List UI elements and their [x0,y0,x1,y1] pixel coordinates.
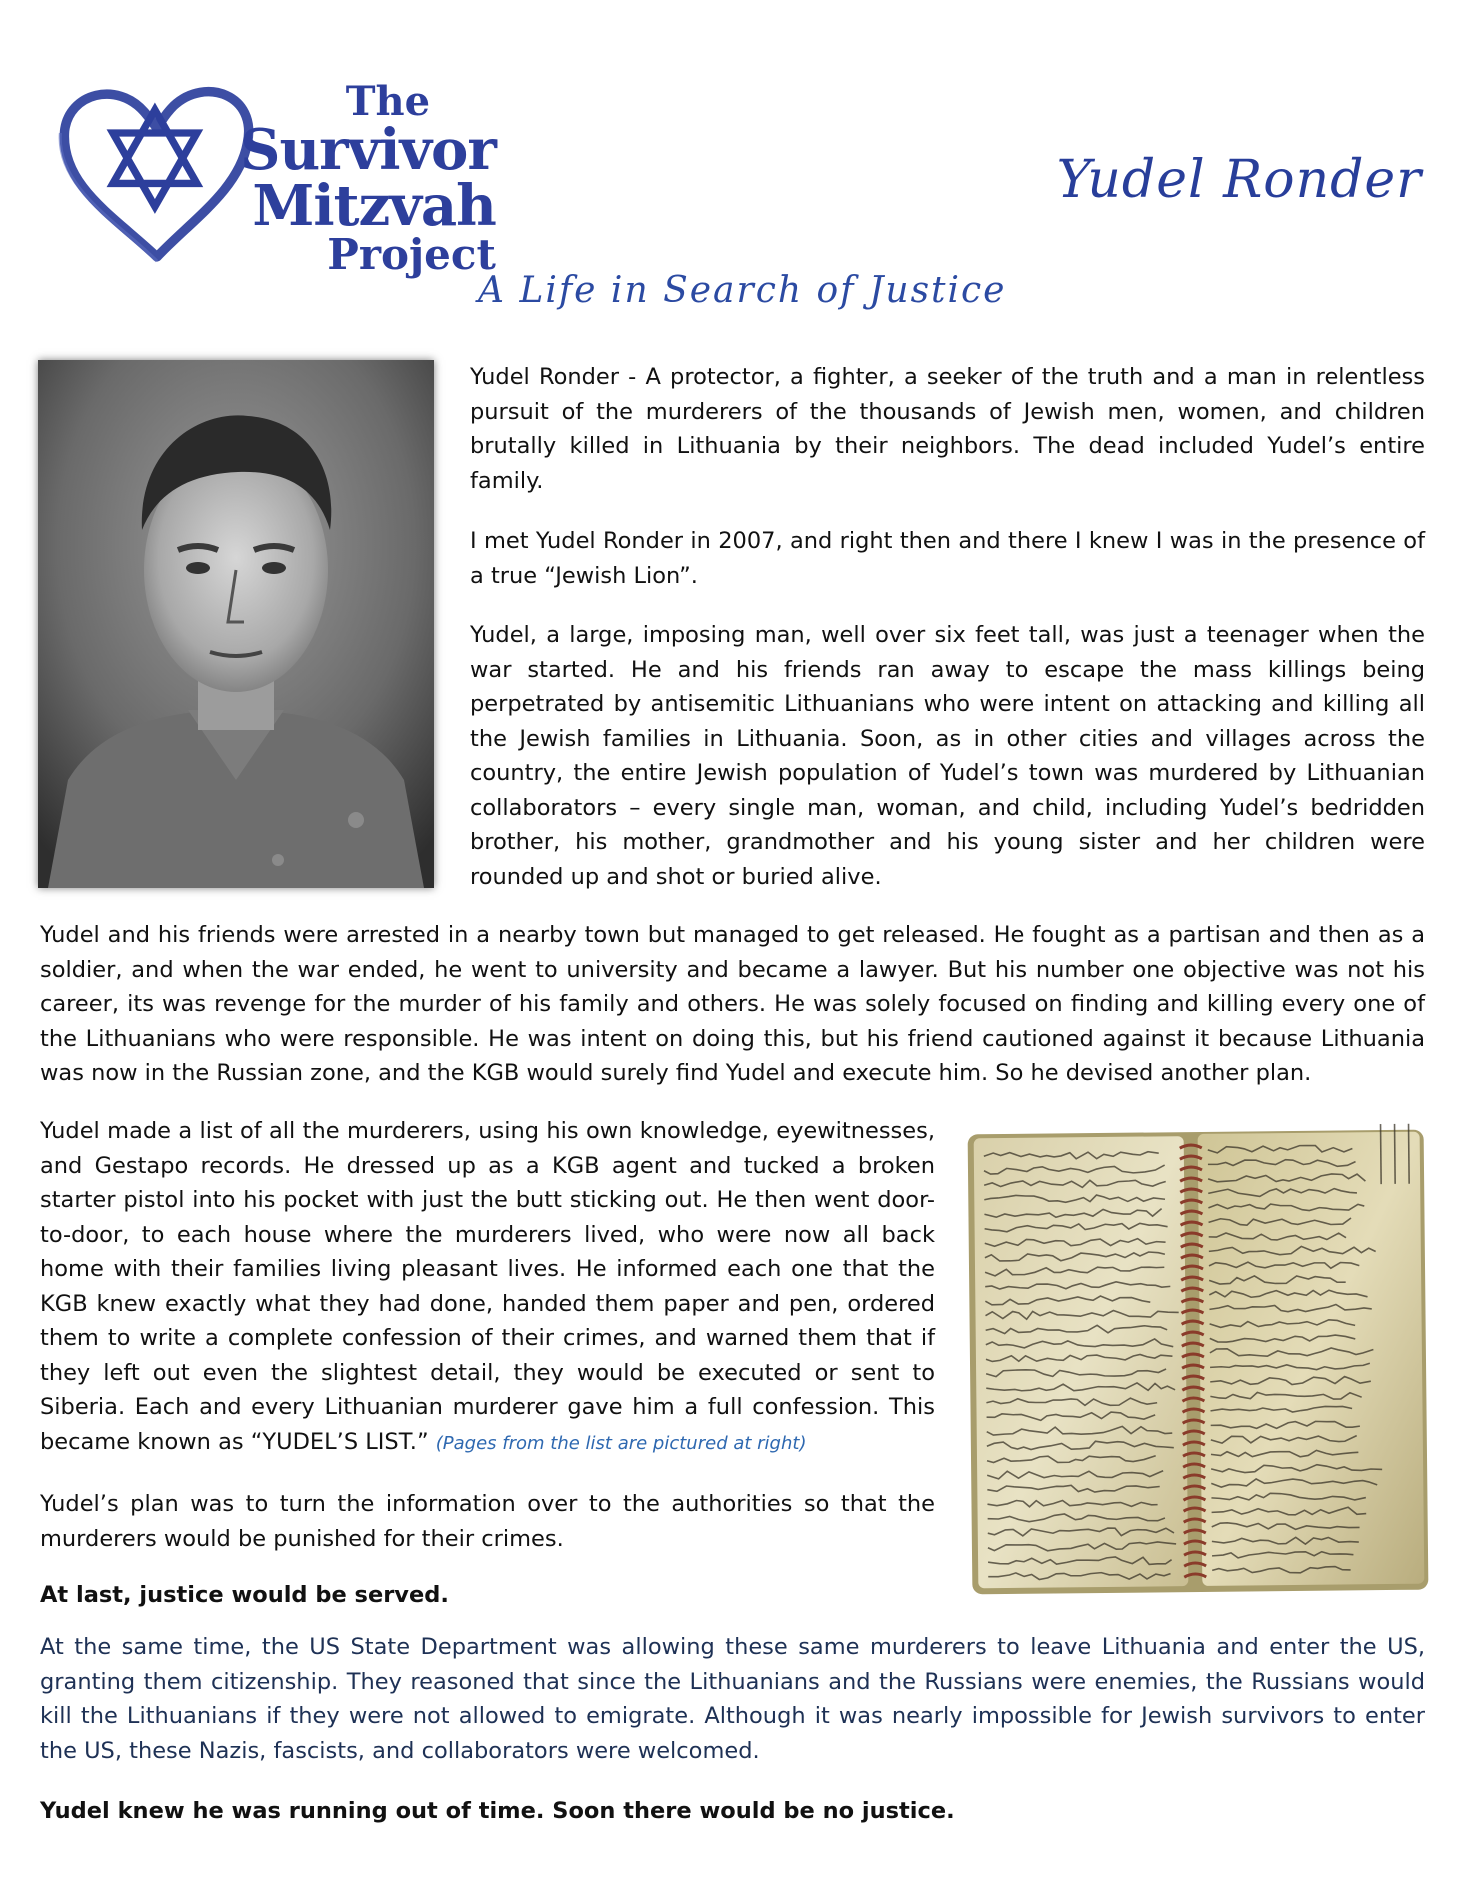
portrait-photo [38,360,434,888]
closing-statement: Yudel knew he was running out of time. Soon there would be no justice. [40,1798,955,1824]
logo-the: The [345,78,431,125]
notebook-pages-photo [966,1124,1431,1599]
portrait-illustration [38,360,434,888]
page-title: Yudel Ronder [1056,150,1422,210]
logo-mitzvah: Mitzvah [252,173,496,239]
logo-wordmark [240,78,496,279]
heart-star-of-david-icon [52,70,262,280]
page-subtitle: A Life in Search of Justice [478,270,1007,311]
logo-survivor: Survivor [240,117,496,183]
notebook-illustration [966,1124,1431,1599]
list-paragraph-text: Yudel made a list of all the murderers, using his own knowledge, eyewitnesses, and Gestapo records. He dressed up as a KGB agent and tucked a broken starter pistol into his pocket with just the butt sticking out. He then went door-to-door, to each house where the murderers lived, who were now all back home with their families living pleasant lives. He informed each one that the KGB knew exactly what they had done, handed them paper and pen, ordered them to write a complete confession of their crimes, and warned them that if they left out even the slightest detail, they would be executed or sent to Siberia. Each and every Lithuanian murderer gave him a full confession. This became known as “YUDEL’S LIST.” [40,1118,935,1455]
justice-statement: At last, justice would be served. [40,1582,449,1608]
logo [52,70,496,290]
war-paragraph: Yudel, a large, imposing man, well over six feet tall, was just a teenager when the war started. He and his friends ran away to escape the mass killings being perpetrated by antisemitic Lithuanians who were intent on attacking and killing all the Jewish families in Lithuania. Soon, as in other cities and villages across the country, the entire Jewish population of Yudel’s town was murdered by Lithuanian collaborators – every single man, woman, and child, including Yudel’s bedridden brother, his mother, grandmother and his young sister and her children were rounded up and shot or buried alive. [470,622,1425,890]
intro-paragraph: Yudel Ronder - A protector, a fighter, a seeker of the truth and a man in relentless pursuit of the murderers of the thousands of Jewish men, women, and children brutally killed in Lithuania by their neighbors. The dead included Yudel’s entire family. [470,364,1425,494]
after-war-paragraph: Yudel and his friends were arrested in a nearby town but managed to get released. He fought as a partisan and then as a soldier, and when the war ended, he went to university and became a lawyer. But his number one objective was not his career, its was revenge for the murder of his family and others. He was solely focused on finding and killing every one of the Lithuanians who were responsible. He was intent on doing this, but his friend cautioned against it because Lithuania was now in the Russian zone, and the KGB would surely find Yudel and execute him. So he devised another plan. [40,922,1425,1086]
meeting-paragraph: I met Yudel Ronder in 2007, and right then and there I knew I was in the presence of a true “Jewish Lion”. [470,528,1425,589]
notebook-caption: (Pages from the list are pictured at right) [435,1432,807,1454]
state-department-paragraph: At the same time, the US State Department was allowing these same murderers to leave Lithuania and enter the US, granting them citizenship. They reasoned that since the Lithuanians and the Russians were enemies, the Russians would kill the Lithuanians if they were not allowed to emigrate. Although it was nearly impossible for Jewish survivors to enter the US, these Nazis, fascists, and collaborators were welcomed. [40,1634,1425,1764]
logo-project: Project [327,230,496,279]
list-paragraph [40,1114,935,1461]
plan-paragraph: Yudel’s plan was to turn the information over to the authorities so that the murderers would be punished for their crimes. [40,1491,935,1552]
